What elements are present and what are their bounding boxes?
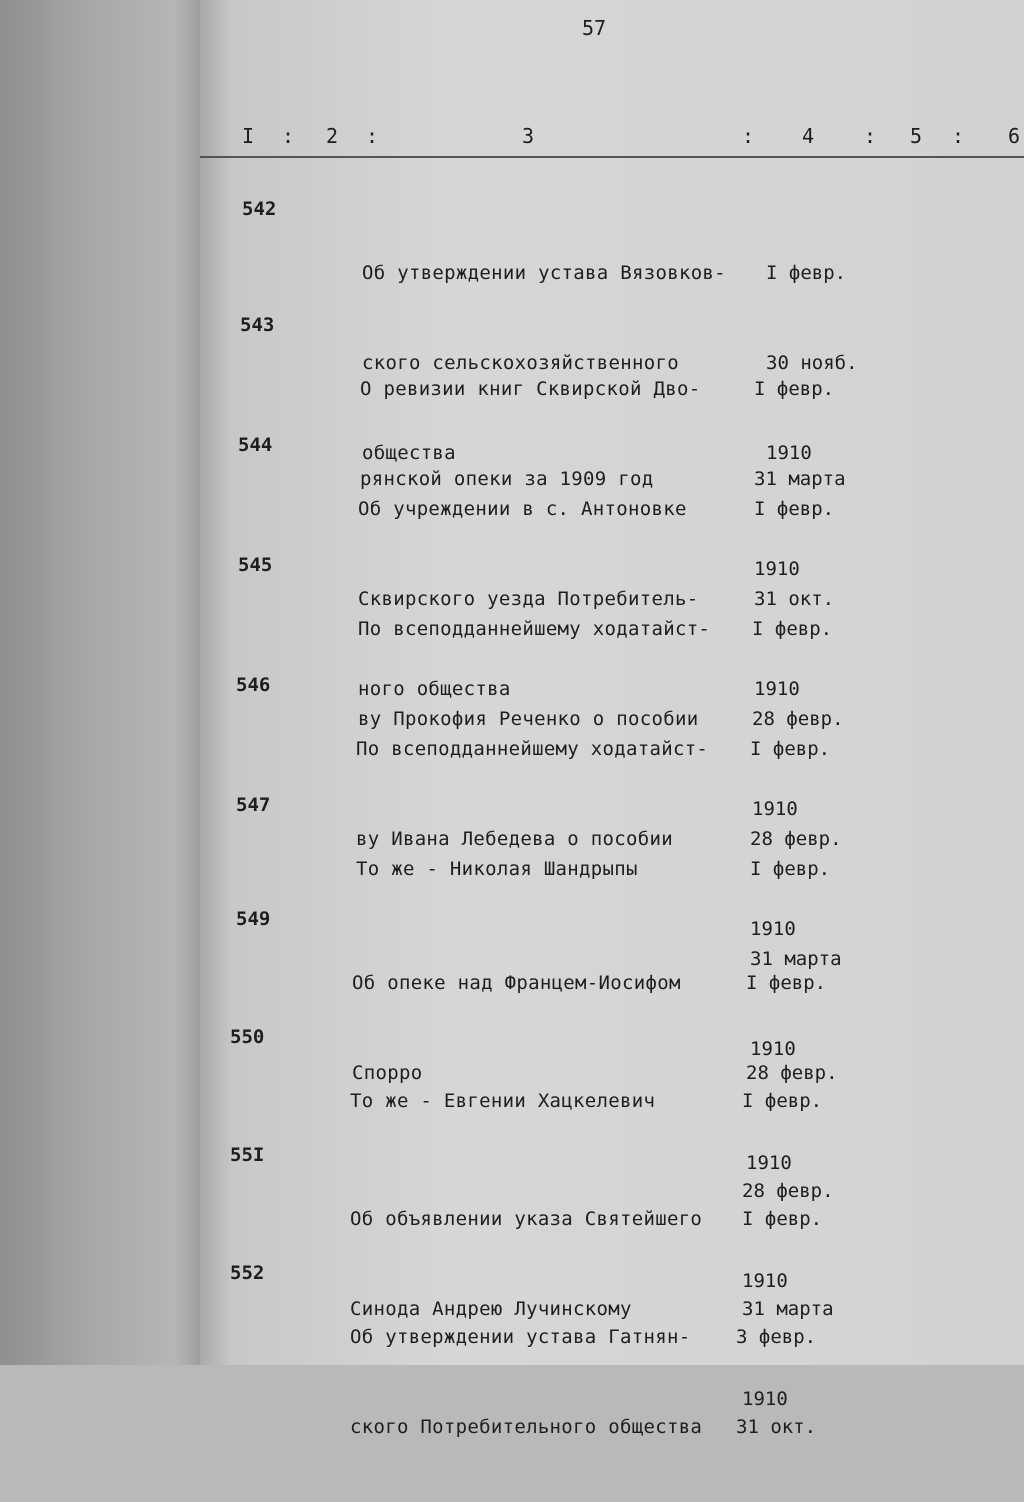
entry-title-line: О ревизии книг Сквирской Дво- bbox=[360, 378, 701, 400]
entry-start-date: 3 февр. bbox=[736, 1326, 817, 1348]
entry-title-line: То же - Николая Шандрыпы bbox=[356, 858, 638, 880]
entry-start-date: I февр. bbox=[754, 378, 835, 400]
entry-number: 552 bbox=[230, 1262, 265, 1284]
entry-title-line: По всеподданнейшему ходатайст- bbox=[356, 738, 709, 760]
entry-title-line: Об объявлении указа Святейшего bbox=[350, 1208, 703, 1230]
entry-number: 542 bbox=[242, 198, 277, 220]
entry-end-date: 31 окт. bbox=[736, 1416, 817, 1438]
entry-number: 55I bbox=[230, 1144, 265, 1166]
header-col-6: 6 bbox=[1008, 124, 1021, 148]
entry-year: 1910 bbox=[766, 442, 812, 464]
entry-title-line: Об утверждении устава Гатнян- bbox=[350, 1326, 691, 1348]
entry-title-line: рянской опеки за 1909 год bbox=[360, 468, 654, 490]
entry-start-date: I февр. bbox=[750, 858, 831, 880]
entry-title-line: ского Потребительного общества bbox=[350, 1416, 703, 1438]
header-separator: : bbox=[366, 124, 379, 148]
entry-year: 1910 bbox=[754, 678, 800, 700]
entry-start-date: I февр. bbox=[746, 972, 827, 994]
entry-year: 1910 bbox=[742, 1270, 788, 1292]
entry-start-date: I февр. bbox=[750, 738, 831, 760]
entry-end-date: 31 марта bbox=[754, 468, 846, 490]
entry-year: 1910 bbox=[742, 1388, 788, 1410]
entry-end-date: 28 февр. bbox=[746, 1062, 838, 1084]
header-col-2: 2 bbox=[326, 124, 339, 148]
entry-title-line: ву Ивана Лебедева о пособии bbox=[356, 828, 673, 850]
page-number: 57 bbox=[582, 16, 607, 40]
header-separator: : bbox=[742, 124, 755, 148]
entry-start-date: I февр. bbox=[754, 498, 835, 520]
entry-title-line: Об опеке над Францем-Иосифом bbox=[352, 972, 681, 994]
entry-title-line: ву Прокофия Реченко о пособии bbox=[358, 708, 699, 730]
entry-end-date: 28 февр. bbox=[752, 708, 844, 730]
header-col-3: 3 bbox=[522, 124, 535, 148]
entry-end-date: 31 марта bbox=[742, 1298, 834, 1320]
entry-end-date: 31 марта bbox=[750, 948, 842, 970]
entry-number: 545 bbox=[238, 554, 273, 576]
header-separator: : bbox=[952, 124, 965, 148]
entry-number: 550 bbox=[230, 1026, 265, 1048]
entry-title-line: ного общества bbox=[358, 678, 511, 700]
entry-year: 1910 bbox=[750, 1038, 796, 1060]
entry-end-date: 28 февр. bbox=[742, 1180, 834, 1202]
entry-title-line: Спорро bbox=[352, 1062, 423, 1084]
entry-year: 1910 bbox=[750, 918, 796, 940]
entry-number: 549 bbox=[236, 908, 271, 930]
header-col-1: I bbox=[242, 124, 255, 148]
entry-title-line: общества bbox=[362, 442, 456, 464]
entry-title-line: ского сельскохозяйственного bbox=[362, 352, 679, 374]
entry-title-line: Сквирского уезда Потребитель- bbox=[358, 588, 699, 610]
entry-number: 543 bbox=[240, 314, 275, 336]
entry-title-line: По всеподданнейшему ходатайст- bbox=[358, 618, 711, 640]
entry-end-date: 30 нояб. bbox=[766, 352, 858, 374]
entry-start-date: I февр. bbox=[752, 618, 833, 640]
entry-title-line: То же - Евгении Хацкелевич bbox=[350, 1090, 656, 1112]
entry-title-line: Об учреждении в с. Антоновке bbox=[358, 498, 687, 520]
entry-end-date: 31 окт. bbox=[754, 588, 835, 610]
entry-start-date: I февр. bbox=[766, 262, 847, 284]
header-col-4: 4 bbox=[802, 124, 815, 148]
header-col-5: 5 bbox=[910, 124, 923, 148]
entry-number: 547 bbox=[236, 794, 271, 816]
entry-start-date: I февр. bbox=[742, 1090, 823, 1112]
entry-year: 1910 bbox=[746, 1152, 792, 1174]
entry-title-line: Синода Андрею Лучинскому bbox=[350, 1298, 632, 1320]
entry-title-line: Об утверждении устава Вязовков- bbox=[362, 262, 726, 284]
header-separator: : bbox=[864, 124, 877, 148]
entry-year: 1910 bbox=[752, 798, 798, 820]
entry-number: 544 bbox=[238, 434, 273, 456]
entry-number: 546 bbox=[236, 674, 271, 696]
entry-start-date: I февр. bbox=[742, 1208, 823, 1230]
header-separator: : bbox=[282, 124, 295, 148]
facing-page bbox=[0, 0, 205, 1365]
entry-year: 1910 bbox=[754, 558, 800, 580]
table-header bbox=[200, 120, 1024, 158]
entry-end-date: 28 февр. bbox=[750, 828, 842, 850]
